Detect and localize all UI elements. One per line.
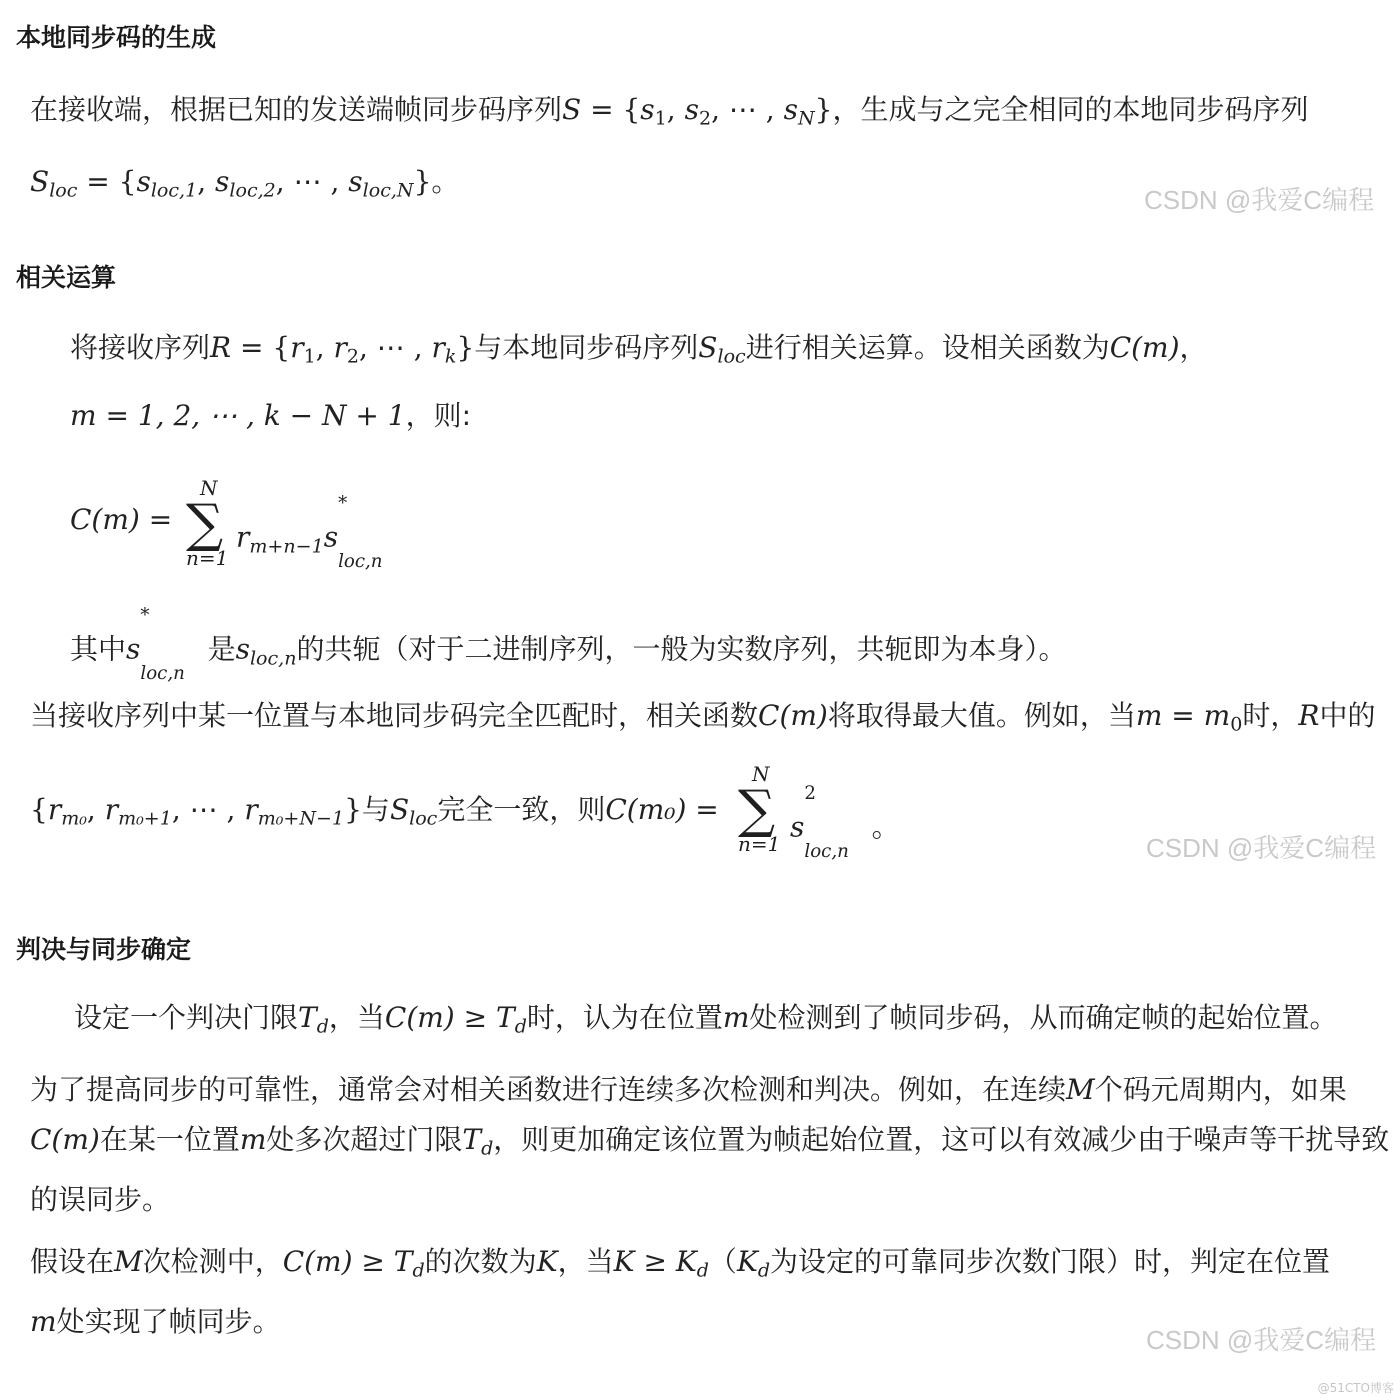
math-var: m	[30, 1305, 57, 1338]
sum-upper-limit: N	[752, 762, 770, 786]
summation-sign	[186, 478, 236, 570]
math-op: = {	[231, 331, 291, 364]
math-sub: m₀	[61, 807, 87, 830]
sigma-icon: ∑	[738, 780, 776, 840]
math-sub: loc,n	[249, 647, 297, 670]
math-sub: d	[757, 1259, 771, 1282]
formula-correlation	[70, 503, 173, 536]
math-sub: N	[797, 107, 815, 130]
math-var: M	[1066, 1073, 1095, 1106]
math-sub: loc,n	[804, 840, 849, 862]
math-op: ,	[86, 793, 105, 826]
sum-upper-limit: N	[200, 476, 218, 500]
text-span: 在某一位置	[99, 1123, 240, 1156]
paragraph-corr-line1	[70, 331, 1208, 368]
math-sub: 1	[303, 345, 316, 368]
math-sub: 2	[698, 107, 712, 130]
text-span: 完全一致，则	[437, 793, 606, 826]
paragraph-match-line2	[30, 793, 719, 830]
math-sub: loc,n	[338, 550, 383, 572]
sum-lower-limit: n=1	[738, 832, 781, 856]
text-span: 的次数为	[424, 1245, 537, 1278]
formula-correlation-body	[236, 493, 411, 572]
text-span: （	[708, 1245, 737, 1278]
math-op: = {	[77, 165, 137, 198]
math-var: r	[47, 793, 62, 826]
math-expr: C(m)	[758, 699, 828, 732]
math-var: T	[393, 1245, 413, 1278]
math-expr: C(m₀) =	[605, 793, 719, 826]
paragraph-local-line2	[30, 165, 460, 202]
math-supsub	[338, 493, 411, 572]
text-span: 将取得最大值。例如，当	[827, 699, 1136, 732]
math-expr: C(m)	[1109, 331, 1180, 364]
summation-sign	[738, 764, 788, 856]
math-op: ,	[315, 331, 334, 364]
math-sub: 2	[346, 345, 359, 368]
math-var: r	[431, 331, 445, 364]
math-var: K	[736, 1245, 758, 1278]
paragraph-conjugate-note	[70, 605, 1067, 684]
text-span: 。	[871, 810, 900, 844]
text-span: 为设定的可靠同步次数门限）时，判定在位置	[770, 1245, 1331, 1278]
paragraph-decision-3-line1	[30, 1245, 1331, 1282]
math-op: , ⋯ ,	[171, 793, 245, 826]
math-var: s	[136, 165, 151, 198]
paragraph-decision-3-line2	[30, 1305, 281, 1338]
math-var: K	[613, 1245, 635, 1278]
math-op: ≥	[352, 1245, 394, 1278]
formula-max-body	[790, 783, 900, 862]
math-sub: 0	[1230, 713, 1243, 736]
math-sub: d	[316, 1015, 329, 1038]
math-sub: loc,2	[229, 179, 276, 202]
math-op: ,	[197, 165, 216, 198]
math-sub: loc	[717, 345, 746, 368]
math-sup: *	[338, 493, 348, 515]
math-var: s	[126, 632, 141, 666]
watermark: CSDN @我爱C编程	[1146, 833, 1377, 863]
math-var: K	[536, 1245, 558, 1278]
math-op: ≥	[634, 1245, 676, 1278]
math-sub: m₀+1	[118, 807, 172, 830]
math-sub: loc,N	[362, 179, 414, 202]
text-span: ，当	[557, 1245, 614, 1278]
text-span: 是	[207, 632, 236, 666]
math-var: S	[30, 165, 50, 198]
math-var: r	[333, 331, 347, 364]
math-var: S	[389, 793, 410, 826]
math-op: {	[30, 793, 48, 826]
text-span: ，当	[328, 1001, 385, 1034]
text-span: 处实现了帧同步。	[56, 1305, 281, 1338]
paragraph-decision-2-line3	[30, 1183, 171, 1216]
math-var: s	[215, 165, 230, 198]
sum-lower-limit: n=1	[186, 546, 229, 570]
text-span: 当接收序列中某一位置与本地同步码完全匹配时，相关函数	[30, 699, 759, 732]
math-var: r	[104, 793, 119, 826]
section-title-decision: 判决与同步确定	[16, 935, 192, 964]
math-var: s	[323, 520, 339, 554]
math-sub: d	[696, 1259, 709, 1282]
math-var: R	[210, 331, 232, 364]
text-span: 的误同步。	[30, 1183, 171, 1216]
math-sub: d	[514, 1015, 527, 1038]
math-sub: m+n−1	[249, 535, 324, 558]
math-op: , ⋯ ,	[711, 93, 784, 126]
math-expr: C(m) =	[70, 503, 173, 536]
paragraph-decision-2-line1	[30, 1073, 1347, 1106]
math-op: ,	[666, 93, 685, 126]
math-op: }	[456, 331, 475, 364]
text-span: 的共轭（对于二进制序列，一般为实数序列，共轭即为本身）。	[296, 632, 1067, 666]
math-sub: k	[444, 345, 457, 368]
math-var: s	[640, 93, 655, 126]
math-sub: 1	[654, 107, 667, 130]
math-var: s	[790, 810, 805, 844]
watermark: CSDN @我爱C编程	[1146, 1325, 1377, 1355]
math-var: r	[244, 793, 258, 826]
paragraph-match-line1	[30, 699, 1376, 736]
math-expr: C(m)	[384, 1001, 455, 1034]
text-span: 时，认为在位置	[526, 1001, 723, 1034]
math-var: K	[675, 1245, 697, 1278]
math-sub: loc,n	[140, 662, 185, 684]
math-var: r	[236, 520, 250, 554]
section-title-local-sync: 本地同步码的生成	[16, 23, 217, 52]
text-span: 次检测中，	[142, 1245, 283, 1278]
text-span: ，则更加确定该位置为帧起始位置，这可以有效减少由于噪声等干扰导致	[493, 1123, 1390, 1156]
math-supsub	[804, 783, 871, 862]
text-span: ，则:	[405, 399, 471, 432]
math-sub: d	[481, 1137, 494, 1160]
sigma-icon: ∑	[186, 494, 224, 554]
text-span: 将接收序列	[70, 331, 211, 364]
math-sub: loc	[409, 807, 438, 830]
math-var: s	[783, 93, 798, 126]
math-var: s	[235, 632, 250, 666]
paragraph-local-line1	[30, 93, 1309, 130]
math-op: , ⋯ ,	[359, 331, 432, 364]
math-op: }	[814, 93, 833, 126]
math-op: }	[413, 165, 432, 198]
text-span: 与本地同步码序列	[474, 331, 699, 364]
text-span: 与	[361, 793, 390, 826]
math-op: }	[344, 793, 362, 826]
math-var: M	[114, 1245, 143, 1278]
math-var: m	[70, 399, 97, 432]
math-var: T	[298, 1001, 317, 1034]
math-op: = {	[581, 93, 641, 126]
math-var: S	[698, 331, 718, 364]
math-supsub	[140, 605, 207, 684]
text-span: ，生成与之完全相同的本地同步码序列	[832, 93, 1309, 126]
math-var: T	[462, 1123, 482, 1156]
math-expr: C(m)	[282, 1245, 353, 1278]
paragraph-decision-1	[74, 1001, 1338, 1038]
text-span: 设定一个判决门限	[74, 1001, 299, 1034]
math-var: m	[722, 1001, 750, 1034]
text-span: 进行相关运算。设相关函数为	[745, 331, 1110, 364]
math-var: r	[290, 331, 304, 364]
math-expr: m = m	[1135, 699, 1231, 732]
math-sub: d	[412, 1259, 425, 1282]
math-var: s	[684, 93, 699, 126]
math-op: , ⋯ ,	[275, 165, 349, 198]
text-span: 在接收端，根据已知的发送端帧同步码序列	[30, 93, 563, 126]
text-span: 时，	[1242, 699, 1299, 732]
math-var: s	[348, 165, 363, 198]
math-sub: loc,1	[150, 179, 198, 202]
text-span: 为了提高同步的可靠性，通常会对相关函数进行连续多次检测和判决。例如，在连续	[30, 1073, 1067, 1106]
text-span: 。	[431, 165, 460, 198]
text-span: ，	[1179, 331, 1208, 364]
math-sup: *	[140, 605, 150, 627]
math-var: S	[562, 93, 582, 126]
section-title-correlation: 相关运算	[16, 263, 117, 292]
text-span: 其中	[70, 632, 127, 666]
math-var: m	[239, 1123, 267, 1156]
text-span: 处检测到了帧同步码，从而确定帧的起始位置。	[749, 1001, 1338, 1034]
math-expr: = 1, 2, ⋯ , k − N + 1	[96, 399, 406, 432]
math-sub: m₀+N−1	[257, 807, 345, 830]
text-span: 假设在	[30, 1245, 115, 1278]
math-var: R	[1298, 699, 1320, 732]
paragraph-corr-line2	[70, 399, 471, 432]
paragraph-decision-2-line2	[30, 1123, 1390, 1160]
text-span: 处多次超过门限	[266, 1123, 463, 1156]
math-sup: 2	[804, 783, 816, 805]
watermark: CSDN @我爱C编程	[1144, 185, 1375, 215]
text-span: 个码元周期内，如果	[1094, 1073, 1347, 1106]
math-sub: loc	[49, 179, 78, 202]
math-expr: C(m)	[30, 1123, 100, 1156]
corner-watermark: @51CTO博客	[1317, 1381, 1394, 1395]
math-var: T	[496, 1001, 515, 1034]
text-span: 中的	[1319, 699, 1376, 732]
math-op: ≥	[454, 1001, 496, 1034]
